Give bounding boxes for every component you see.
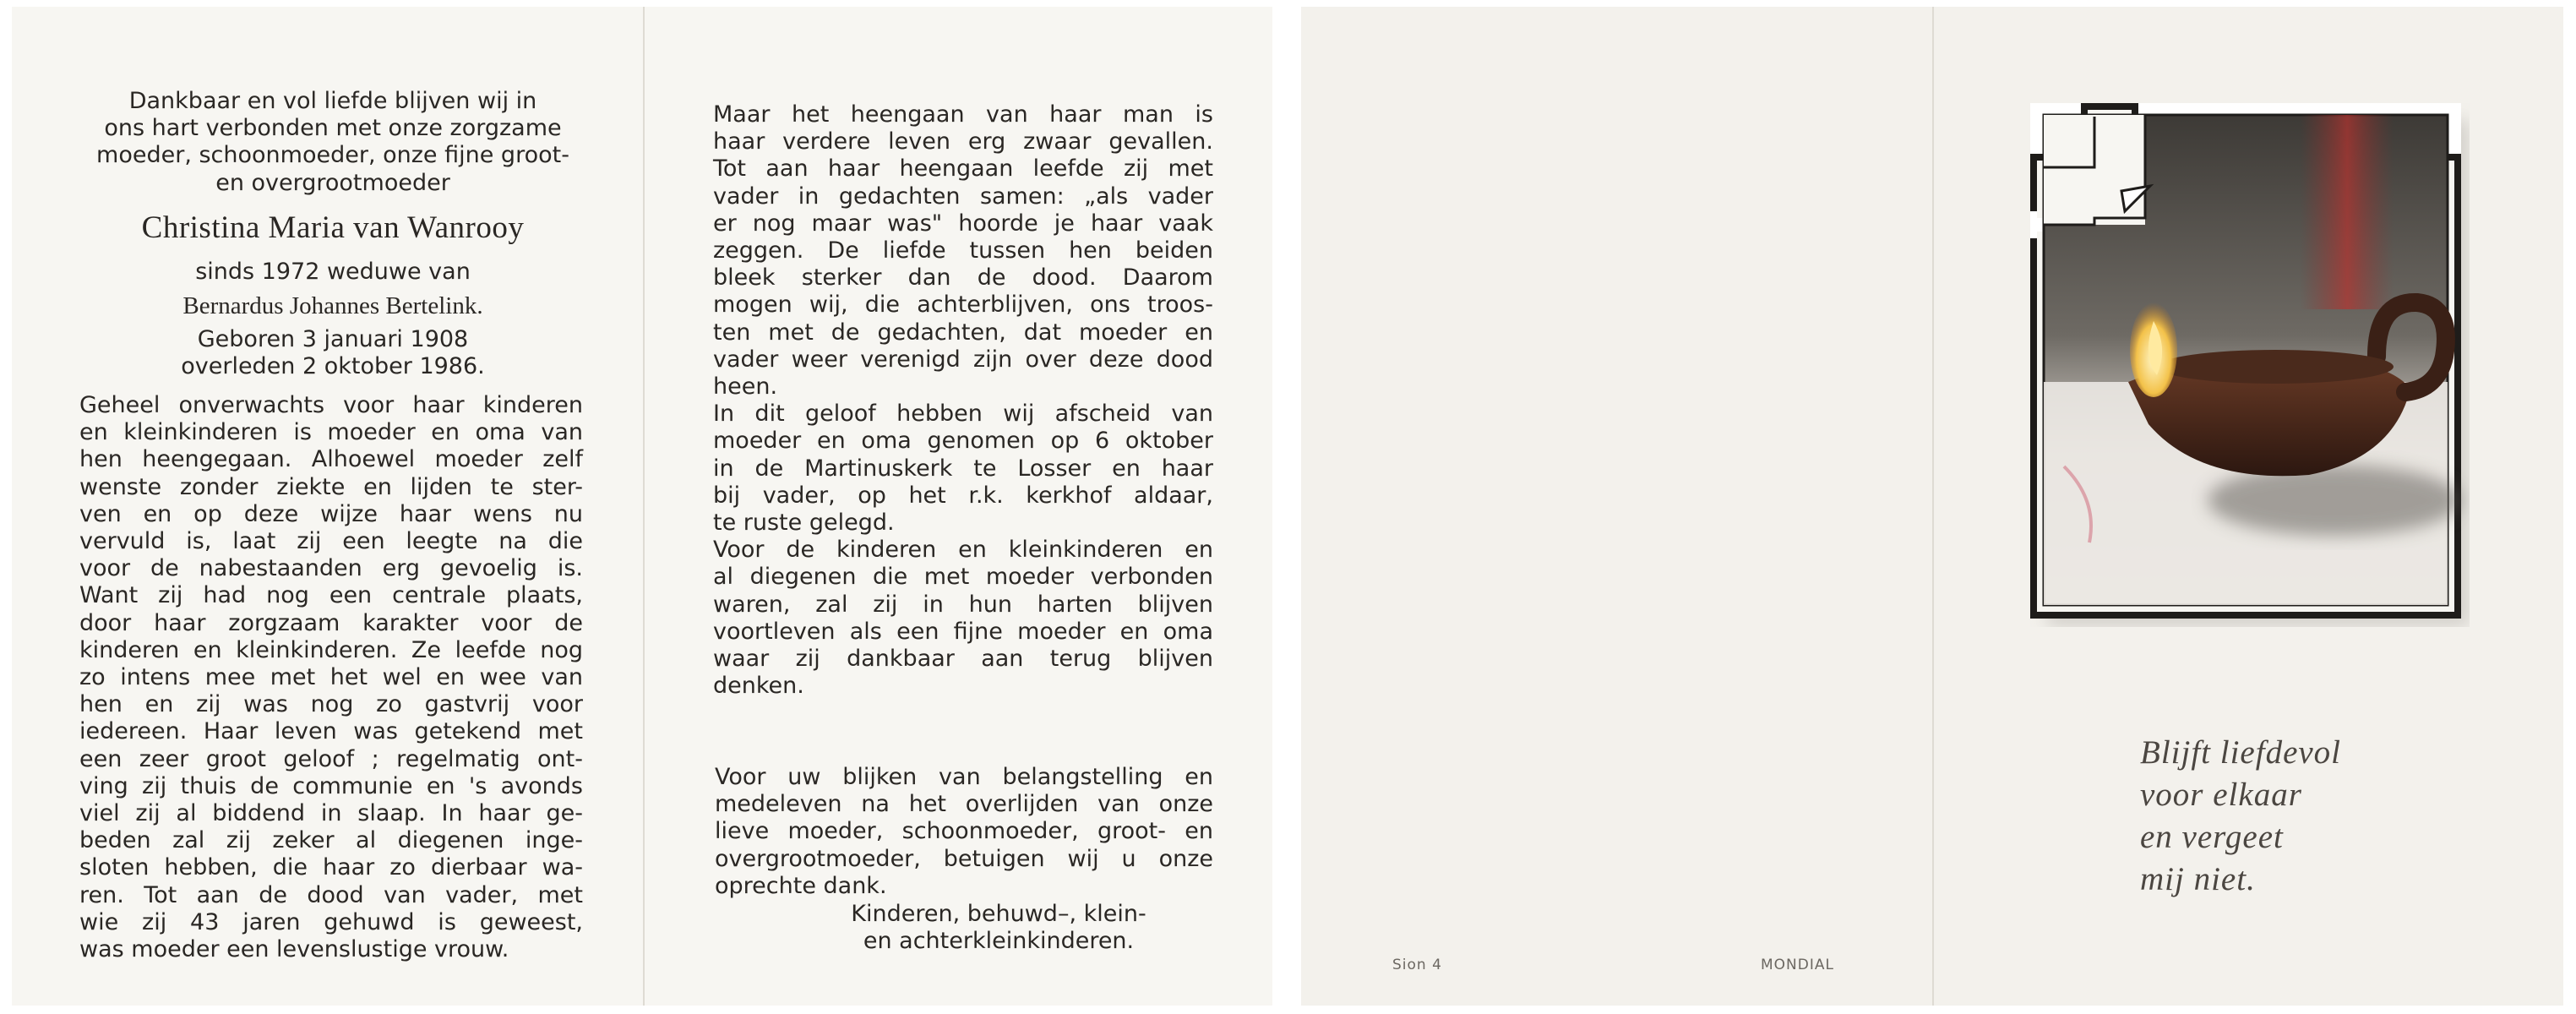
thanks-text bbox=[715, 764, 1213, 900]
body-line: hen heengegaan. Alhoewel moeder zelf bbox=[79, 446, 583, 473]
inner-left-panel bbox=[12, 7, 644, 1006]
family-signature bbox=[821, 901, 1176, 955]
body-line: wie zij 43 jaren gehuwd is geweest, bbox=[79, 908, 583, 935]
motto-text bbox=[2140, 732, 2341, 901]
body-line: beden zal zij zeker al diegenen inge- bbox=[79, 827, 583, 854]
body-line: viel zij al biddend in slaap. In haar ge- bbox=[79, 800, 583, 827]
body-line: en kleinkinderen is moeder en oma van bbox=[79, 419, 583, 446]
signature-line: Kinderen, behuwd–, klein- bbox=[851, 901, 1146, 927]
body-line: al diegenen die met moeder verbonden bbox=[713, 564, 1213, 591]
intro-line: moeder, schoonmoeder, onze fijne groot- bbox=[96, 142, 569, 169]
body-line: ven en op deze wijze haar wens nu bbox=[79, 500, 583, 527]
body-line: een zeer groot geloof ; regelmatig ont- bbox=[79, 745, 583, 772]
motto-line: voor elkaar bbox=[2140, 777, 2302, 813]
body-line: vervuld is, laat zij een leegte na die bbox=[79, 528, 583, 555]
birth-date: Geboren 3 januari 1908 bbox=[197, 326, 469, 352]
motto-line: mij niet. bbox=[2140, 861, 2256, 897]
publisher-name: MONDIAL bbox=[1761, 957, 1834, 973]
intro-line: ons hart verbonden met onze zorgzame bbox=[104, 115, 562, 142]
body-line: voor de nabestaanden erg gevoelig is. bbox=[79, 555, 583, 582]
body-line: zeggen. De liefde tussen hen beiden bbox=[713, 237, 1213, 264]
intro-line: Dankbaar en vol liefde blijven wij in bbox=[128, 88, 537, 114]
body-line: kinderen en kleinkinderen. Ze leefde nog bbox=[79, 636, 583, 663]
oil-lamp-photo bbox=[2030, 103, 2470, 627]
body-line: Geheel onverwachts voor haar kinderen bbox=[79, 392, 583, 418]
lamp-shadow bbox=[2208, 465, 2461, 536]
body-line: waren, zal zij in hun harten blijven bbox=[713, 591, 1213, 618]
body-line: denken. bbox=[713, 673, 804, 700]
thanks-line: overgrootmoeder, betuigen wij u onze bbox=[715, 845, 1213, 872]
body-line: In dit geloof hebben wij afscheid van bbox=[713, 401, 1213, 428]
body-line: wenste zonder ziekte en lijden te ster- bbox=[79, 473, 583, 500]
body-line: te ruste gelegd. bbox=[713, 510, 895, 537]
outer-fold-line bbox=[1932, 7, 1934, 1006]
body-line: bij vader, op het r.k. kerkhof aldaar, bbox=[713, 482, 1213, 509]
motto-line: Blijft liefdevol bbox=[2140, 734, 2342, 771]
inner-right-panel bbox=[644, 7, 1272, 1006]
life-dates bbox=[79, 326, 586, 380]
memorial-text-left bbox=[79, 392, 583, 963]
inner-spread bbox=[12, 7, 1272, 1006]
body-line: moeder en oma genomen op 6 oktober bbox=[713, 428, 1213, 455]
signature-line: en achterkleinkinderen. bbox=[863, 928, 1135, 955]
deceased-name: Christina Maria van Wanrooy bbox=[141, 210, 525, 245]
body-line: ving zij thuis de communie en 's avonds bbox=[79, 772, 583, 799]
body-line: ren. Tot aan de dood van vader, met bbox=[79, 881, 583, 908]
body-line: ten met de gedachten, dat moeder en bbox=[713, 319, 1213, 346]
body-line: Tot aan haar heengaan leefde zij met bbox=[713, 155, 1213, 183]
thanks-line: Voor uw blijken van belangstelling en bbox=[715, 764, 1213, 790]
body-line: door haar zorgzaam karakter voor de bbox=[79, 609, 583, 636]
body-line: sloten hebben, die haar zo dierbaar wa- bbox=[79, 854, 583, 881]
body-line: vader weer verenigd zijn over deze dood bbox=[713, 346, 1213, 373]
body-line: Want zij had nog een centrale plaats, bbox=[79, 582, 583, 609]
memorial-text-right bbox=[713, 101, 1213, 700]
oil-lamp-rim bbox=[2157, 350, 2394, 384]
body-line: was moeder een levenslustige vrouw. bbox=[79, 936, 509, 963]
husband-name: Bernardus Johannes Bertelink. bbox=[182, 292, 483, 319]
body-line: mogen wij, die achterblijven, ons troos- bbox=[713, 292, 1213, 319]
body-line: heen. bbox=[713, 373, 778, 401]
thanks-line: medeleven na het overlijden van onze bbox=[715, 791, 1213, 818]
widow-line: sinds 1972 weduwe van bbox=[195, 259, 471, 285]
body-line: bleek sterker dan de dood. Daarom bbox=[713, 264, 1213, 292]
body-line: Maar het heengaan van haar man is bbox=[713, 101, 1213, 128]
thanks-line: oprechte dank. bbox=[715, 872, 887, 899]
death-date: overleden 2 oktober 1986. bbox=[181, 353, 485, 380]
body-line: haar verdere leven erg zwaar gevallen. bbox=[713, 128, 1213, 155]
body-line: er nog maar was" hoorde je haar vaak bbox=[713, 210, 1213, 237]
body-line: iedereen. Haar leven was getekend met bbox=[79, 718, 583, 745]
body-line: Voor de kinderen en kleinkinderen en bbox=[713, 537, 1213, 564]
intro-text bbox=[79, 88, 586, 197]
body-line: vader in gedachten samen: „als vader bbox=[713, 183, 1213, 210]
body-line: hen en zij was nog zo gastvrij voor bbox=[79, 691, 583, 718]
intro-line: en overgrootmoeder bbox=[215, 169, 450, 196]
body-line: in de Martinuskerk te Losser en haar bbox=[713, 455, 1213, 482]
series-code: Sion 4 bbox=[1392, 957, 1442, 973]
photo-red-light bbox=[2301, 115, 2394, 309]
motto-line: en vergeet bbox=[2140, 819, 2284, 855]
thanks-line: lieve moeder, schoonmoeder, groot- en bbox=[715, 818, 1213, 845]
body-line: waar zij dankbaar aan terug blijven bbox=[713, 646, 1213, 673]
body-line: voortleven als een fijne moeder en oma bbox=[713, 618, 1213, 645]
body-line: zo intens mee met het wel en wee van bbox=[79, 664, 583, 691]
